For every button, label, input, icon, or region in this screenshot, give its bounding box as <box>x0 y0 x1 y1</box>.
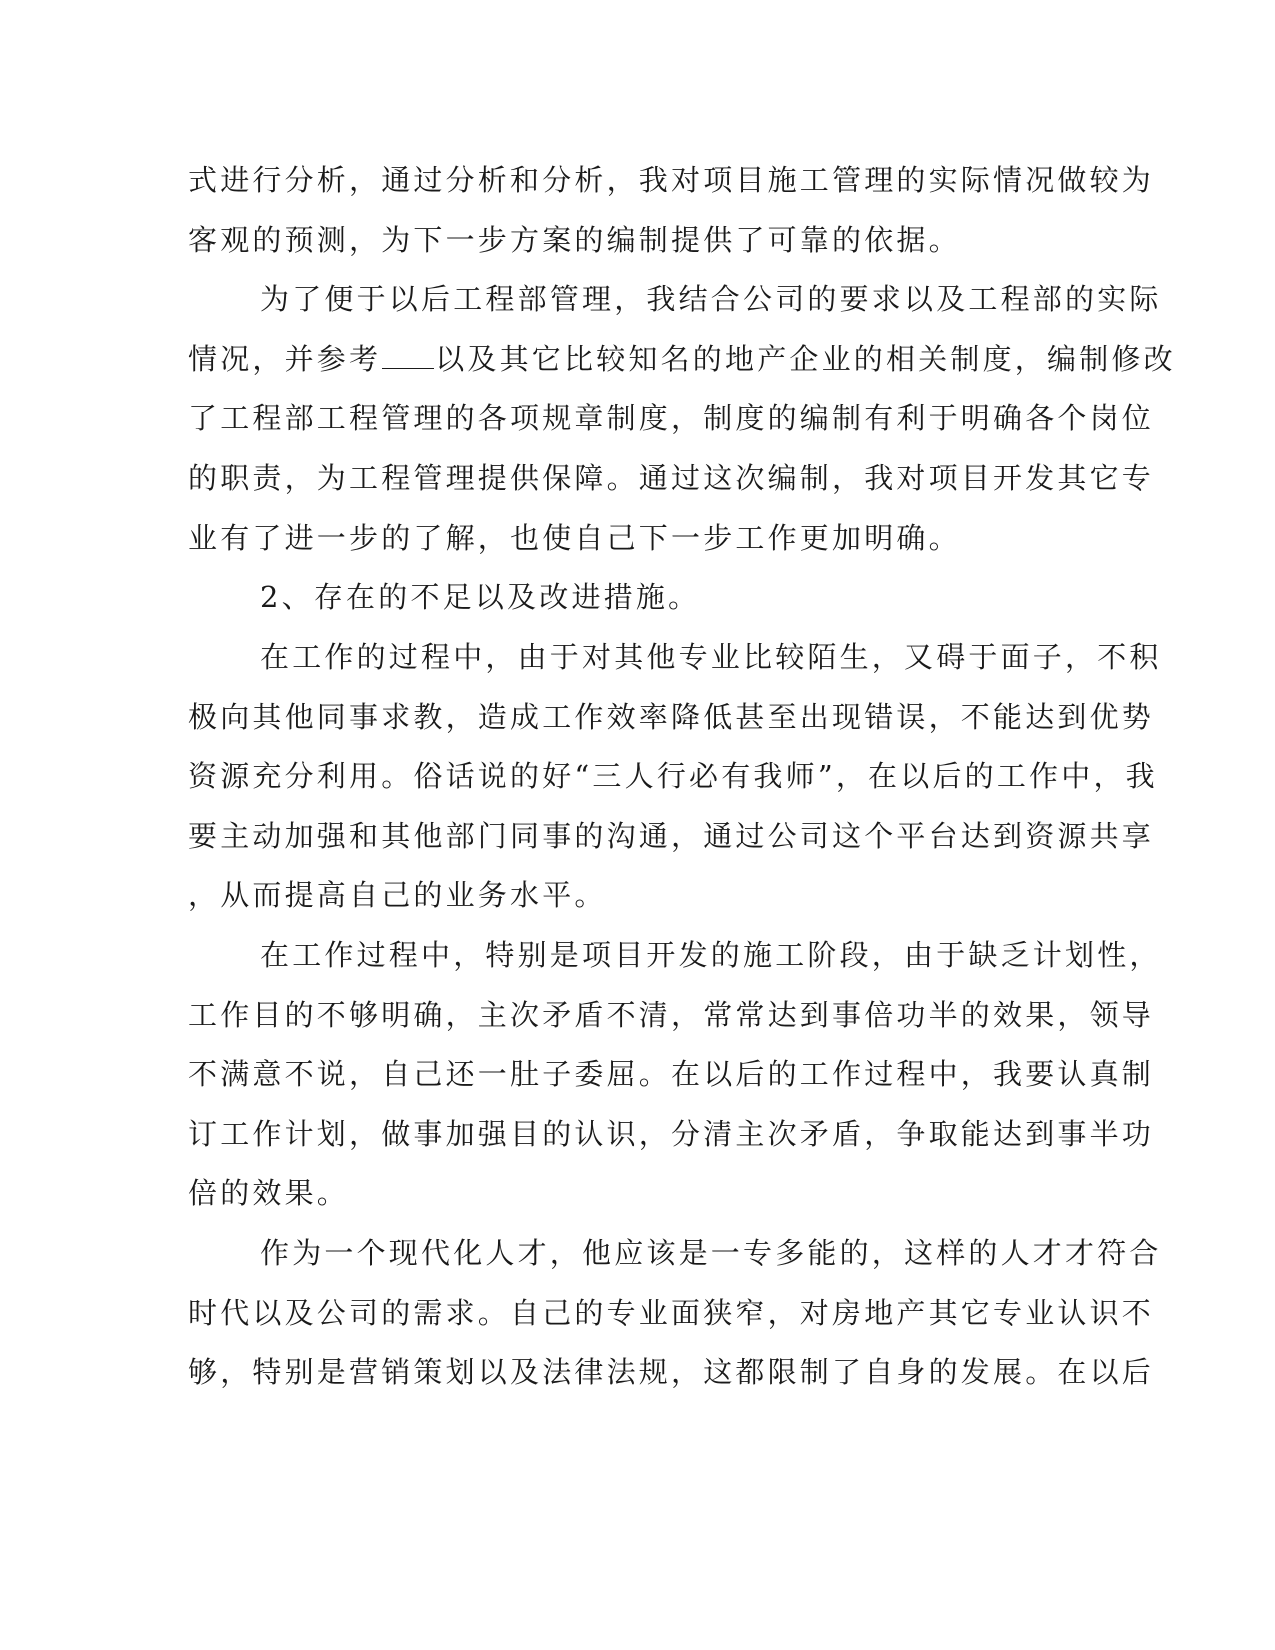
text-line: 够，特别是营销策划以及法律法规，这都限制了自身的发展。在以后 <box>188 1355 1155 1389</box>
text-line: 订工作计划，做事加强目的认识，分清主次矛盾，争取能达到事半功 <box>188 1117 1155 1151</box>
text-line: 倍的效果。 <box>188 1176 350 1210</box>
text-line: 客观的预测，为下一步方案的编制提供了可靠的依据。 <box>188 223 961 257</box>
paragraph-first-line: 作为一个现代化人才，他应该是一专多能的，这样的人才才符合 <box>260 1236 1162 1270</box>
paragraph-first-line: 在工作过程中，特别是项目开发的施工阶段，由于缺乏计划性， <box>260 938 1162 972</box>
text-line: 极向其他同事求教，造成工作效率降低甚至出现错误，不能达到优势 <box>188 700 1155 734</box>
text-segment: 情况，并参考 <box>188 342 382 376</box>
text-line-with-blank <box>188 339 1176 379</box>
paragraph-first-line: 为了便于以后工程部管理，我结合公司的要求以及工程部的实际 <box>260 282 1162 316</box>
text-line: ，从而提高自己的业务水平。 <box>188 878 607 912</box>
section-heading: 2、存在的不足以及改进措施。 <box>260 580 701 614</box>
text-line: 时代以及公司的需求。自己的专业面狭窄，对房地产其它专业认识不 <box>188 1296 1155 1330</box>
text-line: 工作目的不够明确，主次矛盾不清，常常达到事倍功半的效果，领导 <box>188 998 1155 1032</box>
paragraph-first-line: 在工作的过程中，由于对其他专业比较陌生，又碍于面子，不积 <box>260 640 1162 674</box>
text-line: 要主动加强和其他部门同事的沟通，通过公司这个平台达到资源共享 <box>188 819 1155 853</box>
text-line: 式进行分析，通过分析和分析，我对项目施工管理的实际情况做较为 <box>188 163 1155 197</box>
text-segment: 以及其它比较知名的地产企业的相关制度，编制修改 <box>435 342 1176 376</box>
blank-underline <box>382 340 434 369</box>
text-line: 了工程部工程管理的各项规章制度，制度的编制有利于明确各个岗位 <box>188 401 1155 435</box>
text-line: 不满意不说，自己还一肚子委屈。在以后的工作过程中，我要认真制 <box>188 1057 1155 1091</box>
text-line: 的职责，为工程管理提供保障。通过这次编制，我对项目开发其它专 <box>188 461 1155 495</box>
text-line: 业有了进一步的了解，也使自己下一步工作更加明确。 <box>188 521 961 555</box>
text-line: 资源充分利用。俗话说的好“三人行必有我师”，在以后的工作中，我 <box>188 759 1158 793</box>
